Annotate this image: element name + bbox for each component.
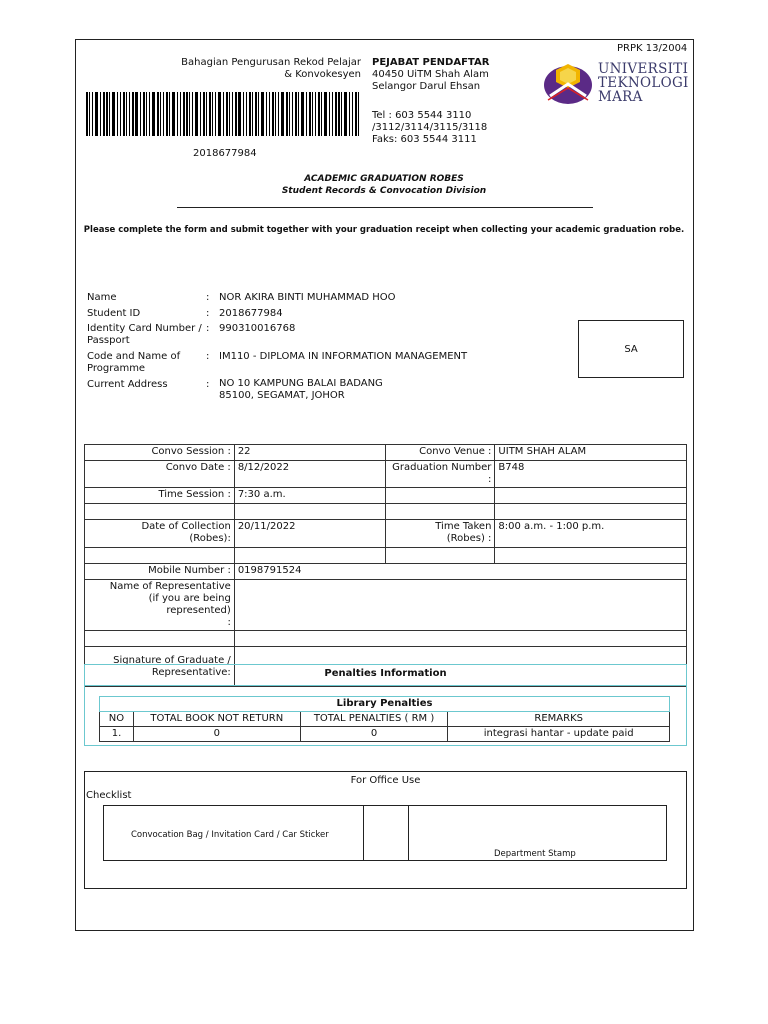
form-subtitle: Student Records & Convocation Division [281,186,487,196]
ic-colon: : [206,323,210,334]
table-row [100,697,670,712]
table-row [85,504,687,520]
university-name [598,62,689,104]
collection-date-label [85,520,235,548]
empty-cell [234,504,385,520]
collection-date-label-line1: Date of Collection [141,521,231,532]
robe-size-value: SA [624,343,638,355]
convo-session-value: 22 [234,445,385,461]
address-line2: 85100, SEGAMAT, JOHOR [219,390,345,401]
time-taken-label-line1: Time Taken [435,521,492,532]
representative-label-colon: : [227,617,231,628]
convo-venue-label: Convo Venue : [385,445,495,461]
time-taken-label [385,520,495,548]
convocation-table [84,444,687,687]
graduation-number-value: B748 [495,461,687,488]
header-total-penalties: TOTAL PENALTIES ( RM ) [300,712,448,727]
checklist-item: Convocation Bag / Invitation Card / Car Sticker [131,830,329,840]
empty-cell [85,548,235,564]
row-total-book: 0 [133,727,300,742]
table-row [85,520,687,548]
ic-value: 990310016768 [219,323,296,334]
time-session-label: Time Session : [85,488,235,504]
student-id-label: Student ID [87,308,141,319]
row-total-penalties: 0 [300,727,448,742]
name-colon: : [206,292,210,303]
time-session-value: 7:30 a.m. [234,488,385,504]
table-row [85,461,687,488]
table-row [85,564,687,580]
ic-label-line2: Passport [87,335,130,346]
registrar-tel2: /3112/3114/3115/3118 [372,122,488,133]
mobile-number-label: Mobile Number : [85,564,235,580]
programme-value: IM110 - DIPLOMA IN INFORMATION MANAGEMENT [219,351,468,362]
instruction-text: Please complete the form and submit together with your graduation receipt when collecting your academic graduation robe. [83,225,685,235]
address-line1: NO 10 KAMPUNG BALAI BADANG [219,378,383,389]
programme-colon: : [206,351,210,362]
table-row [85,488,687,504]
name-value: NOR AKIRA BINTI MUHAMMAD HOO [219,292,396,303]
table-row [100,727,670,742]
office-use-title: For Office Use [350,775,421,786]
header-remarks: REMARKS [448,712,670,727]
checklist-label: Checklist [86,790,132,801]
empty-cell [495,548,687,564]
graduation-number-label: Graduation Number : [385,461,495,488]
header-total-book: TOTAL BOOK NOT RETURN [133,712,300,727]
registrar-title: PEJABAT PENDAFTAR [372,57,490,68]
empty-cell [495,504,687,520]
programme-label-line2: Programme [87,363,146,374]
programme-label-line1: Code and Name of [87,351,181,362]
mobile-number-value: 0198791524 [234,564,686,580]
robe-size-box [578,320,684,378]
department-stamp-label: Department Stamp [494,849,576,859]
table-row [85,445,687,461]
table-row [100,712,670,727]
representative-value [234,580,686,631]
empty-cell [385,504,495,520]
university-line3: MARA [598,89,643,105]
student-id-colon: : [206,308,210,319]
empty-cell [85,631,235,647]
name-label: Name [87,292,117,303]
empty-cell [85,504,235,520]
registrar-address1: 40450 UiTM Shah Alam [372,69,489,80]
dept-line1: Bahagian Pengurusan Rekod Pelajar [181,57,361,68]
uitm-logo-icon [542,60,594,106]
ic-label-line1: Identity Card Number / [87,323,202,334]
doc-code: PRPK 13/2004 [617,43,688,54]
checklist-tick-cell [363,805,409,861]
empty-cell [234,548,385,564]
table-row [85,548,687,564]
signature-label-line1: Signature of Graduate / [113,654,231,666]
registrar-tel1: Tel : 603 5544 3110 [372,110,472,121]
registrar-address2: Selangor Darul Ehsan [372,81,481,92]
student-id-value: 2018677984 [219,308,283,319]
collection-date-value: 20/11/2022 [234,520,385,548]
library-penalties-title: Library Penalties [100,697,670,712]
convo-date-value: 8/12/2022 [234,461,385,488]
convo-session-label: Convo Session : [85,445,235,461]
table-row [85,631,687,647]
empty-cell [385,488,495,504]
barcode-image [86,92,362,136]
time-taken-value: 8:00 a.m. - 1:00 p.m. [495,520,687,548]
address-label: Current Address [87,379,168,390]
row-remarks: integrasi hantar - update paid [448,727,670,742]
signature-label-line2: Representative: [151,666,231,678]
representative-label [85,580,235,631]
empty-cell [495,488,687,504]
convo-venue-value: UITM SHAH ALAM [495,445,687,461]
time-taken-label-line2: (Robes) : [446,533,492,544]
university-line2: TEKNOLOGI [598,75,689,91]
penalties-title: Penalties Information [324,668,447,679]
representative-label-line2: (if you are being represented) [148,593,231,616]
library-penalties-table [99,696,670,742]
address-colon: : [206,379,210,390]
table-row [85,580,687,631]
convo-date-label: Convo Date : [85,461,235,488]
empty-cell [234,631,686,647]
header-no: NO [100,712,134,727]
representative-label-line1: Name of Representative [109,581,231,592]
dept-line2: & Konvokesyen [284,69,361,80]
registrar-fax: Faks: 603 5544 3111 [372,134,477,145]
university-line1: UNIVERSITI [598,61,689,77]
divider-line [177,207,593,208]
barcode-number: 2018677984 [193,148,257,159]
collection-date-label-line2: (Robes): [189,533,231,544]
form-title: ACADEMIC GRADUATION ROBES [304,174,464,184]
row-no: 1. [100,727,134,742]
empty-cell [385,548,495,564]
